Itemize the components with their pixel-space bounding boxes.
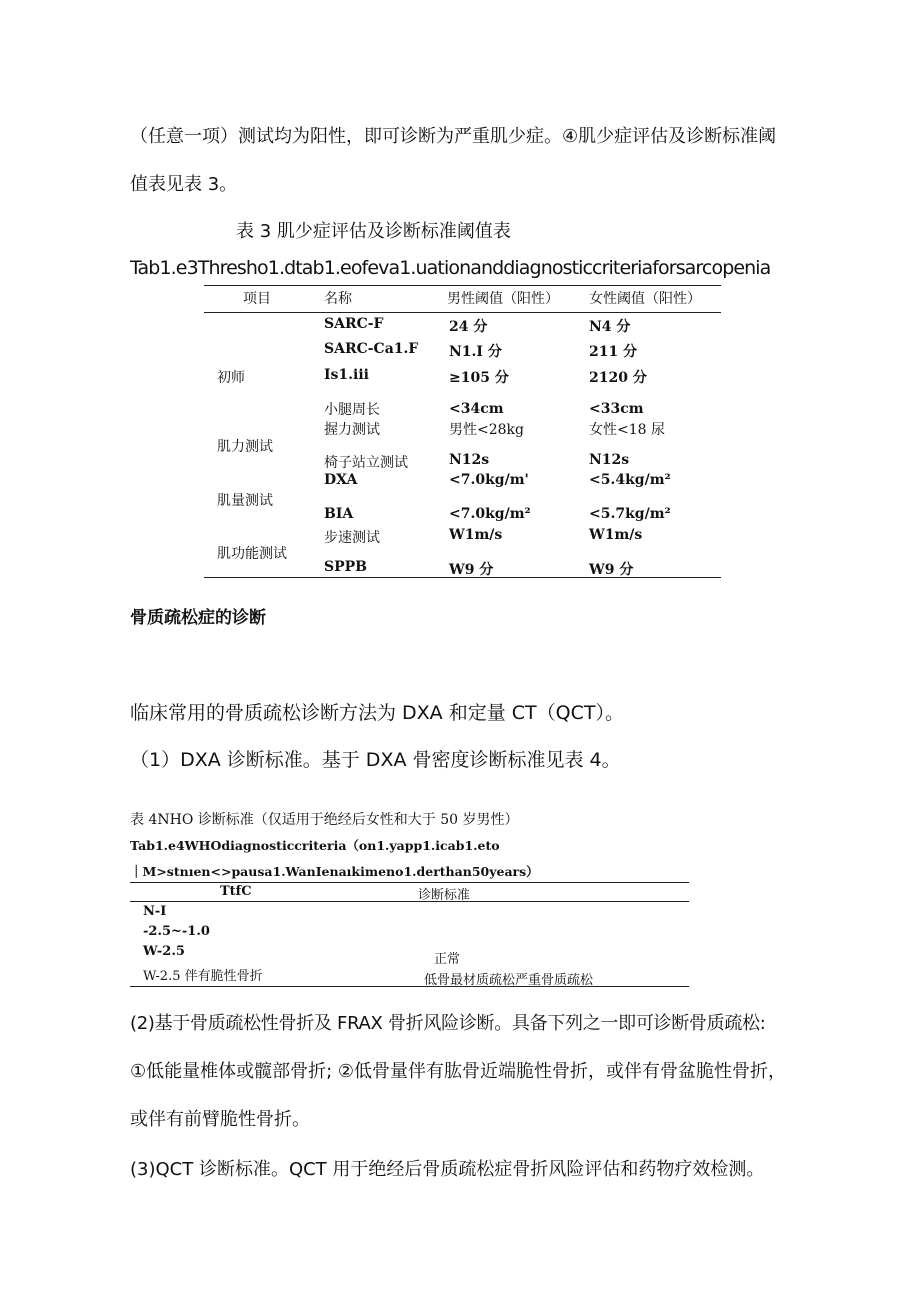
table-cell: W9 分: [449, 562, 494, 578]
table-cell: <7.0kg/m²: [449, 506, 531, 522]
group-label: 初师: [217, 370, 245, 386]
group-label: 肌力测试: [217, 439, 273, 455]
table-cell: <33cm: [589, 401, 644, 417]
table-rule-top: [204, 285, 721, 286]
table-cell: 女性<18 尿: [589, 422, 665, 438]
table-cell: N12s: [589, 452, 630, 468]
table-cell: W1m/s: [589, 527, 643, 543]
group-label: 肌量测试: [217, 493, 273, 509]
table-cell: Is1.iii: [324, 367, 370, 383]
table-cell: N1.I 分: [449, 344, 502, 360]
section-heading: 骨质疏松症的诊断: [130, 608, 266, 628]
table-cell: SARC-Ca1.F: [324, 341, 419, 357]
table-cell: W-2.5: [143, 944, 185, 959]
paragraph: ①低能量椎体或髋部骨折; ②低骨量伴有肱骨近端脆性骨折，或伴有骨盆脆性骨折，: [130, 1061, 787, 1082]
group-label: 肌功能测试: [217, 546, 287, 562]
table-cell: N-I: [143, 904, 167, 919]
table3-title-cn: 表 3 肌少症评估及诊断标准阈值表: [236, 221, 511, 242]
table-cell: 小腿周长: [324, 402, 380, 418]
table-rule-header: [204, 312, 721, 313]
table-header: 男性阈值（阳性）: [447, 291, 559, 307]
table-rule-bottom: [130, 986, 689, 987]
table3-title-en: Tab1.e3Thresho1.dtab1.eofeva1.uationanddiagnosticcriteriaforsarcopenia: [130, 257, 771, 279]
table-cell: <5.4kg/m²: [589, 472, 671, 488]
table-cell: 步速测试: [324, 530, 380, 546]
table-cell: 211 分: [589, 344, 638, 360]
table-cell: DXA: [324, 472, 358, 488]
paragraph: 临床常用的骨质疏松诊断方法为 DXA 和定量 CT（QCT）。: [130, 702, 624, 724]
table-cell: <34cm: [449, 401, 504, 417]
paragraph: （1）DXA 诊断标准。基于 DXA 骨密度诊断标准见表 4。: [130, 749, 621, 771]
table-header: 女性阈值（阳性）: [589, 291, 701, 307]
table-cell: 握力测试: [324, 422, 380, 438]
table-cell: 正常: [434, 952, 461, 967]
table-rule-header: [130, 901, 689, 902]
table4-title-en: Tab1.e4WHOdiagnosticcriteria（on1.yapp1.icab1.eto: [130, 838, 500, 853]
table-rule-top: [130, 882, 689, 883]
table-cell: -2.5~-1.0: [143, 924, 210, 939]
table-cell: 低骨最材质疏松严重骨质疏松: [424, 973, 594, 988]
table-cell: SPPB: [324, 559, 367, 575]
table-cell: BIA: [324, 506, 354, 522]
table-header: TtfC: [220, 884, 252, 899]
paragraph: (3)QCT 诊断标准。QCT 用于绝经后骨质疏松症骨折风险评估和药物疗效检测。: [130, 1159, 765, 1180]
table4-title-cn: 表 4NHO 诊断标准（仅适用于绝经后女性和大于 50 岁男性）: [130, 812, 519, 828]
intro-line-2: 值表见表 3。: [130, 174, 238, 195]
table-cell: ≥105 分: [449, 370, 509, 386]
table-cell: 2120 分: [589, 370, 647, 386]
table-rule-bottom: [204, 577, 721, 578]
paragraph: 或伴有前臂脆性骨折。: [130, 1109, 310, 1130]
table-cell: W9 分: [589, 562, 634, 578]
table-cell: <7.0kg/m': [449, 472, 529, 488]
table-cell: W-2.5 伴有脆性骨折: [143, 969, 263, 984]
table-cell: SARC-F: [324, 316, 384, 332]
table-header: 诊断标准: [418, 888, 471, 903]
table-cell: 椅子站立测试: [324, 455, 408, 471]
table-cell: N12s: [449, 452, 490, 468]
table-header: 名称: [324, 291, 352, 307]
table-cell: 24 分: [449, 319, 488, 335]
table-cell: 男性<28kg: [449, 422, 524, 438]
table-cell: N4 分: [589, 319, 631, 335]
intro-line-1: （任意一项）测试均为阳性，即可诊断为严重肌少症。④肌少症评估及诊断标准阈: [130, 126, 777, 147]
table-cell: <5.7kg/m²: [589, 506, 671, 522]
paragraph: (2)基于骨质疏松性骨折及 FRAX 骨折风险诊断。具备下列之一即可诊断骨质疏松:: [130, 1013, 766, 1034]
table-cell: W1m/s: [449, 527, 503, 543]
table4-title-en: ｜M>stnıen<>pausa1.WanIenaıkimeno1.derthan50years）: [130, 864, 539, 879]
table-header: 项目: [243, 291, 271, 307]
